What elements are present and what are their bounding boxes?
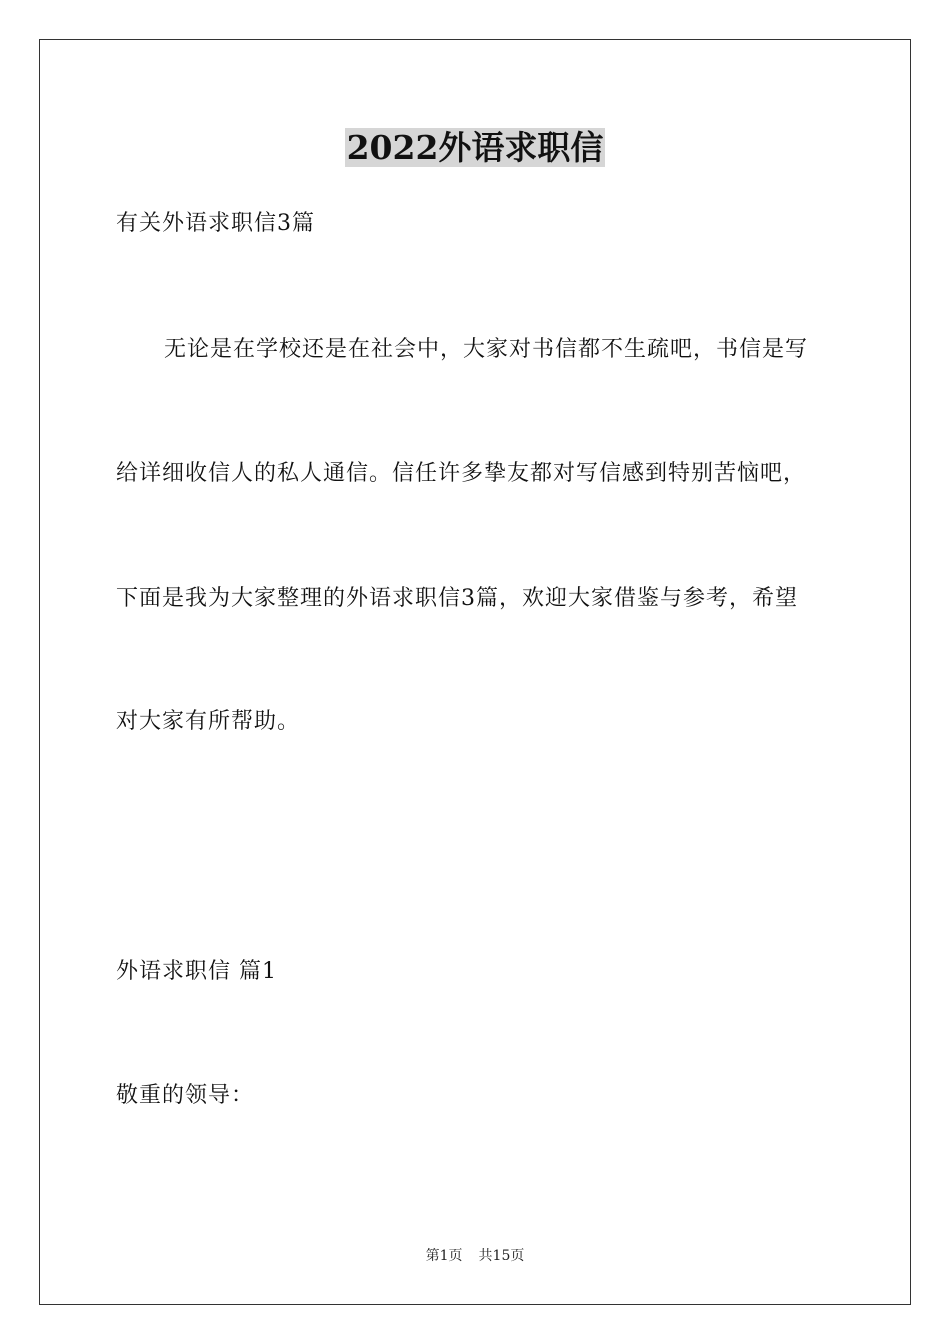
paragraph-line-4: 对大家有所帮助。 (116, 709, 301, 734)
salutation: 敬重的领导： (116, 1083, 255, 1108)
document-title (0, 128, 950, 168)
section-heading: 外语求职信 篇1 (116, 959, 277, 984)
page-total: 共15页 (478, 1248, 525, 1264)
document-subtitle: 有关外语求职信3篇 (116, 211, 315, 236)
paragraph-line-1: 无论是在学校还是在社会中，大家对书信都不生疏吧，书信是写 (164, 337, 809, 362)
paragraph-line-3: 下面是我为大家整理的外语求职信3篇，欢迎大家借鉴与参考，希望 (116, 586, 798, 611)
page-footer (0, 1246, 950, 1266)
document-title-text: 2022外语求职信 (346, 128, 604, 167)
page-number: 第1页 (425, 1248, 463, 1264)
paragraph-line-2: 给详细收信人的私人通信。信任许多挚友都对写信感到特别苦恼吧， (116, 461, 807, 486)
